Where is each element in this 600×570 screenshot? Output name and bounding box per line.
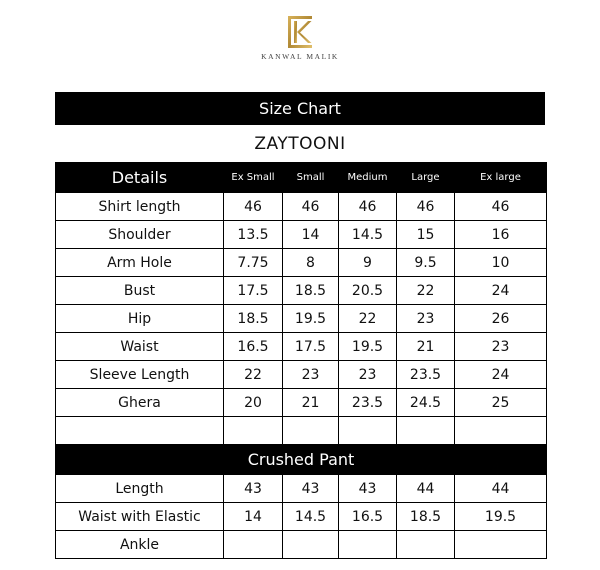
cell-value: 13.5: [224, 221, 283, 249]
cell-value: 23: [339, 361, 397, 389]
row-label: Bust: [56, 277, 224, 305]
header-size: Medium: [339, 163, 397, 193]
cell-value: 46: [397, 193, 455, 221]
cell-value: 22: [339, 305, 397, 333]
cell-value: 14: [283, 221, 339, 249]
cell-value: 10: [455, 249, 547, 277]
cell-value: [397, 531, 455, 559]
cell-value: 16.5: [224, 333, 283, 361]
row-label: Waist with Elastic: [56, 503, 224, 531]
table-row: [56, 277, 547, 305]
cell-value: 19.5: [283, 305, 339, 333]
table-header-row: [56, 163, 547, 193]
cell-value: 44: [455, 475, 547, 503]
row-label: Ghera: [56, 389, 224, 417]
section-header-row: [56, 445, 547, 475]
cell-value: 43: [339, 475, 397, 503]
row-label: Sleeve Length: [56, 361, 224, 389]
cell-value: 14: [224, 503, 283, 531]
cell-value: 24.5: [397, 389, 455, 417]
empty-cell: [455, 417, 547, 445]
cell-value: 8: [283, 249, 339, 277]
cell-value: 21: [397, 333, 455, 361]
cell-value: 17.5: [224, 277, 283, 305]
cell-value: 18.5: [397, 503, 455, 531]
cell-value: [455, 531, 547, 559]
cell-value: 24: [455, 277, 547, 305]
row-label: Shoulder: [56, 221, 224, 249]
product-name: ZAYTOONI: [254, 134, 346, 154]
row-label: Arm Hole: [56, 249, 224, 277]
cell-value: 22: [224, 361, 283, 389]
cell-value: 14.5: [283, 503, 339, 531]
cell-value: 43: [283, 475, 339, 503]
header-size: Ex large: [455, 163, 547, 193]
brand-logo: [0, 14, 600, 61]
table-row: [56, 249, 547, 277]
row-label: Waist: [56, 333, 224, 361]
cell-value: 19.5: [339, 333, 397, 361]
row-label: Ankle: [56, 531, 224, 559]
cell-value: 46: [224, 193, 283, 221]
row-label: Length: [56, 475, 224, 503]
cell-value: 18.5: [224, 305, 283, 333]
cell-value: 46: [283, 193, 339, 221]
cell-value: 20.5: [339, 277, 397, 305]
cell-value: 18.5: [283, 277, 339, 305]
cell-value: 46: [339, 193, 397, 221]
table-row: [56, 531, 547, 559]
table-row: [56, 305, 547, 333]
cell-value: 9.5: [397, 249, 455, 277]
empty-cell: [224, 417, 283, 445]
cell-value: 22: [397, 277, 455, 305]
cell-value: [339, 531, 397, 559]
table-row: [56, 503, 547, 531]
cell-value: 43: [224, 475, 283, 503]
table-row: [56, 361, 547, 389]
cell-value: 15: [397, 221, 455, 249]
cell-value: 44: [397, 475, 455, 503]
table-row-empty: [56, 417, 547, 445]
table-row: [56, 193, 547, 221]
cell-value: 16.5: [339, 503, 397, 531]
size-table: [55, 162, 547, 559]
cell-value: 23: [397, 305, 455, 333]
header-size: Ex Small: [224, 163, 283, 193]
table-row: [56, 333, 547, 361]
size-chart-title: Size Chart: [55, 92, 545, 125]
table-row: [56, 475, 547, 503]
header-size: Small: [283, 163, 339, 193]
cell-value: 26: [455, 305, 547, 333]
km-monogram-icon: [286, 14, 314, 50]
cell-value: 14.5: [339, 221, 397, 249]
brand-name: KANWAL MALIK: [261, 52, 339, 61]
cell-value: 24: [455, 361, 547, 389]
cell-value: [283, 531, 339, 559]
cell-value: 23.5: [339, 389, 397, 417]
cell-value: 25: [455, 389, 547, 417]
cell-value: 23.5: [397, 361, 455, 389]
header-size: Large: [397, 163, 455, 193]
table-row: [56, 389, 547, 417]
empty-cell: [283, 417, 339, 445]
cell-value: 23: [283, 361, 339, 389]
header-details: Details: [56, 163, 224, 193]
row-label: Shirt length: [56, 193, 224, 221]
table-row: [56, 221, 547, 249]
cell-value: 17.5: [283, 333, 339, 361]
cell-value: 9: [339, 249, 397, 277]
cell-value: [224, 531, 283, 559]
cell-value: 16: [455, 221, 547, 249]
cell-value: 7.75: [224, 249, 283, 277]
section-title: Crushed Pant: [56, 445, 547, 475]
empty-cell: [56, 417, 224, 445]
row-label: Hip: [56, 305, 224, 333]
cell-value: 19.5: [455, 503, 547, 531]
empty-cell: [397, 417, 455, 445]
cell-value: 21: [283, 389, 339, 417]
cell-value: 20: [224, 389, 283, 417]
empty-cell: [339, 417, 397, 445]
cell-value: 23: [455, 333, 547, 361]
cell-value: 46: [455, 193, 547, 221]
